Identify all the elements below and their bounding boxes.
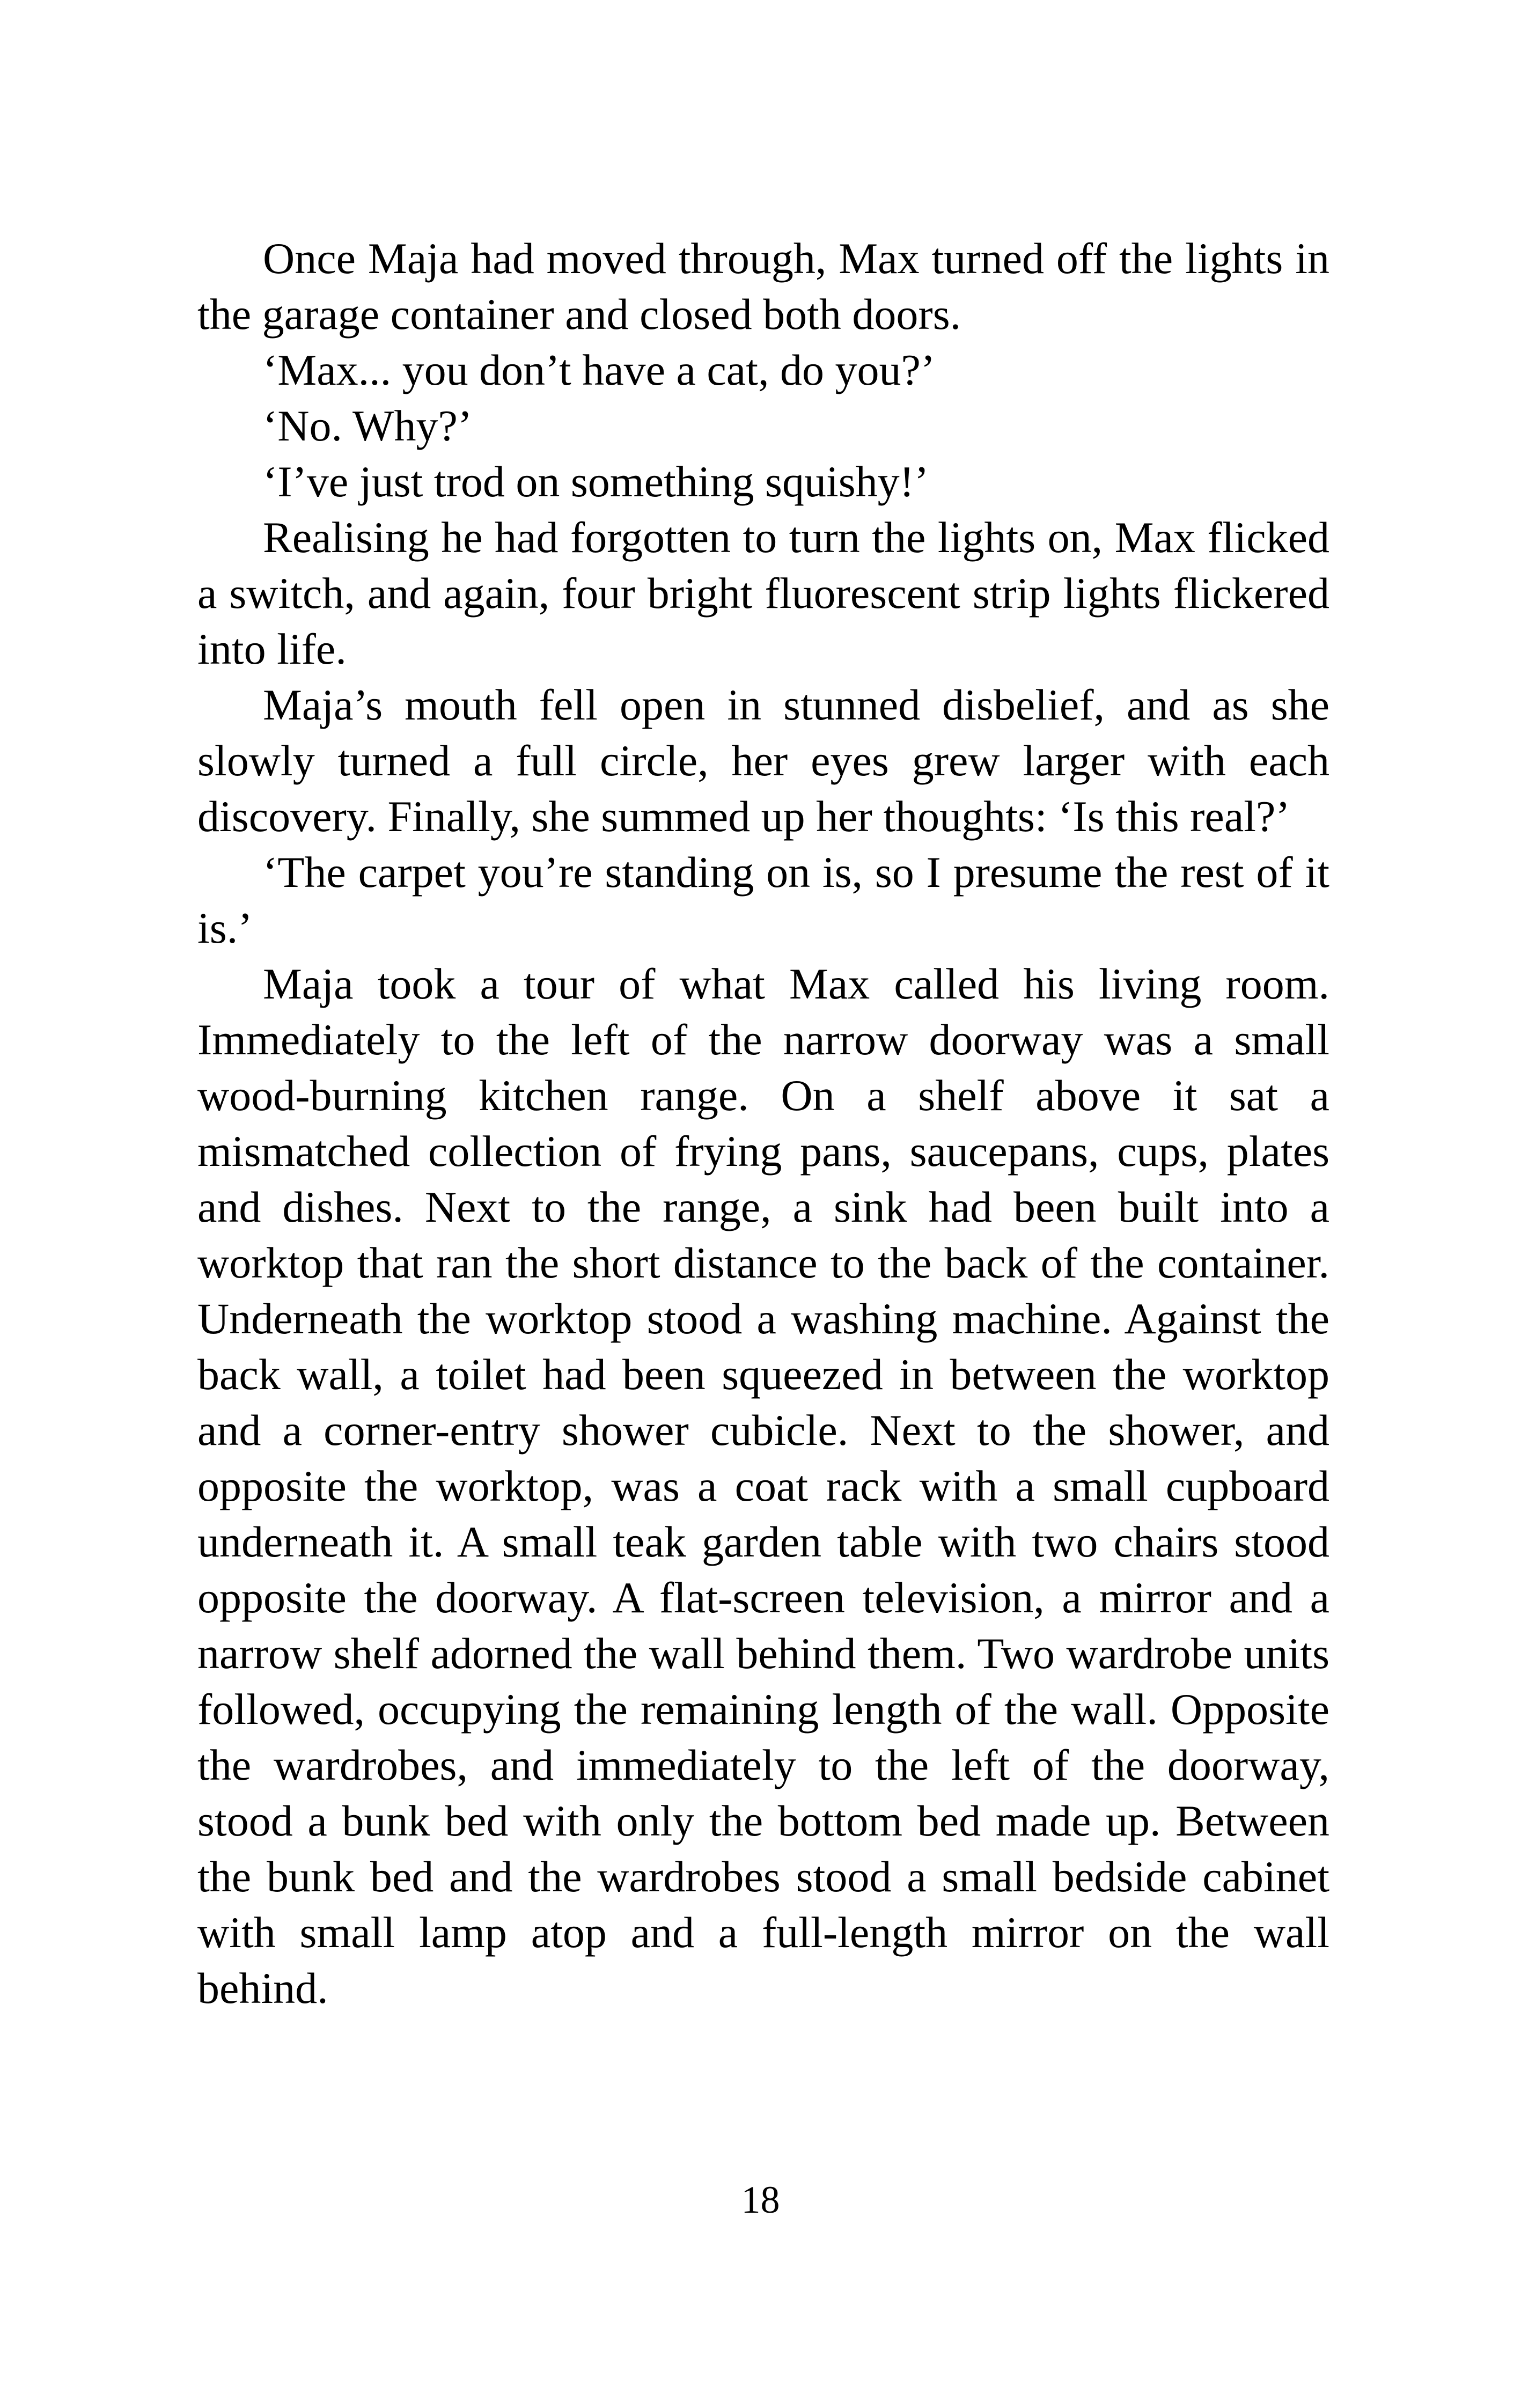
paragraph: Once Maja had moved through, Max turned off the lights in the garage container and closed both doors. bbox=[197, 234, 1329, 339]
paragraph: Realising he had forgotten to turn the lights on, Max flicked a switch, and again, four bright fluorescent strip lights flickered into life. bbox=[197, 513, 1329, 673]
paragraph: ‘The carpet you’re standing on is, so I presume the rest of it is.’ bbox=[197, 848, 1329, 952]
page-number: 18 bbox=[741, 2178, 780, 2221]
paragraph: Maja’s mouth fell open in stunned disbelief, and as she slowly turned a full circle, her eyes grew larger with each discovery. Finally, she summed up her thoughts: ‘Is this real?’ bbox=[197, 680, 1329, 841]
paragraph: ‘Max... you don’t have a cat, do you?’ bbox=[263, 346, 936, 394]
paragraph: ‘No. Why?’ bbox=[263, 401, 473, 450]
body-text bbox=[197, 231, 1329, 2016]
paragraph: ‘I’ve just trod on something squishy!’ bbox=[263, 457, 929, 506]
paragraph: Maja took a tour of what Max called his living room. Immediately to the left of the narrow doorway was a small wood-burning kitchen range. On a shelf above it sat a mismatched collection of frying pans, saucepans, cups, plates and dishes. Next to the range, a sink had been built into a worktop that ran the short distance to the back of the container. Underneath the worktop stood a washing machine. Against the back wall, a toilet had been squeezed in between the worktop and a corner-entry shower cubicle. Next to the shower, and opposite the worktop, was a coat rack with a small cupboard underneath it. A small teak garden table with two chairs stood opposite the doorway. A flat-screen television, a mirror and a narrow shelf adorned the wall behind them. Two wardrobe units followed, occupying the remaining length of the wall. Opposite the wardrobes, and immediately to the left of the doorway, stood a bunk bed with only the bottom bed made up. Between the bunk bed and the wardrobes stood a small bedside cabinet with small lamp atop and a full-length mirror on the wall behind. bbox=[197, 959, 1329, 2013]
